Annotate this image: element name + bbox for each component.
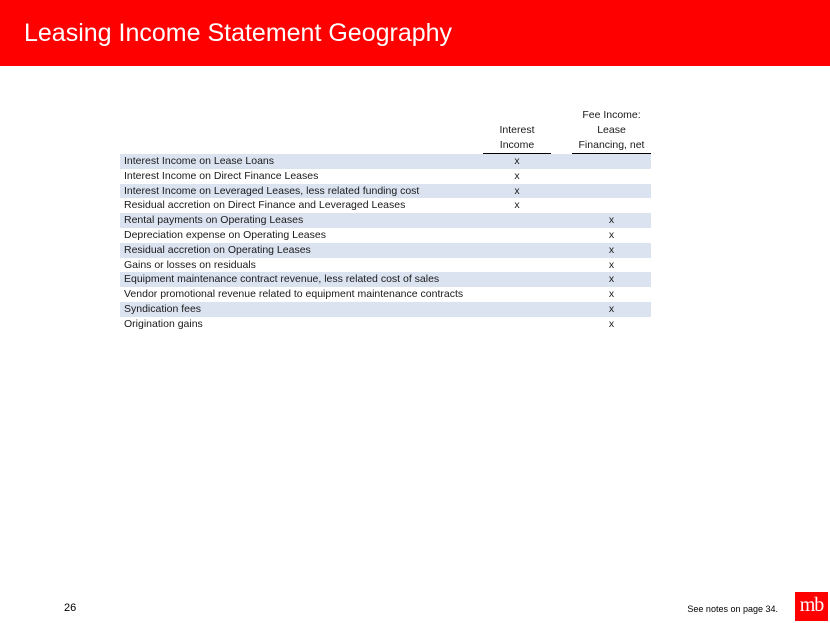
page-title: Leasing Income Statement Geography — [24, 19, 453, 47]
table-row — [120, 317, 651, 332]
table-row — [120, 228, 651, 243]
column-header-line: Income — [499, 139, 535, 151]
fee-income-mark: x — [608, 228, 615, 241]
table-row — [120, 258, 651, 273]
interest-income-mark: x — [514, 155, 520, 167]
column-header-fee-income — [572, 108, 651, 154]
fee-income-mark: x — [608, 258, 615, 271]
row-label: Syndication fees — [124, 302, 202, 315]
row-label: Interest Income on Direct Finance Leases — [124, 169, 319, 182]
table-row — [120, 272, 651, 287]
leasing-table — [120, 110, 651, 332]
table-body — [120, 154, 651, 332]
fee-income-mark: x — [608, 302, 615, 315]
fee-income-mark: x — [608, 214, 615, 227]
row-label: Vendor promotional revenue related to equipment maintenance contracts — [124, 288, 464, 301]
row-label: Residual accretion on Operating Leases — [124, 243, 311, 256]
interest-income-mark: x — [514, 169, 520, 182]
table-row — [120, 154, 651, 169]
row-label: Interest Income on Leveraged Leases, less related funding cost — [124, 184, 420, 197]
table-row — [120, 169, 651, 184]
column-header-line: Financing, net — [578, 139, 645, 151]
table-header — [120, 110, 651, 154]
table-row — [120, 213, 651, 228]
logo-text: mb — [799, 594, 824, 616]
table-row — [120, 287, 651, 302]
row-label: Residual accretion on Direct Finance and Leveraged Leases — [124, 199, 406, 212]
row-label: Gains or losses on residuals — [124, 258, 256, 271]
row-label: Rental payments on Operating Leases — [124, 214, 304, 227]
page-number: 26 — [64, 602, 77, 614]
column-header-line: Interest — [499, 124, 535, 136]
table-row — [120, 198, 651, 213]
fee-income-mark: x — [608, 288, 615, 301]
table-row — [120, 302, 651, 317]
table-row — [120, 184, 651, 199]
brand-logo — [795, 592, 828, 621]
fee-income-mark: x — [608, 273, 615, 286]
row-label: Depreciation expense on Operating Leases — [124, 228, 326, 241]
notes-reference: See notes on page 34. — [687, 604, 778, 614]
column-header-line: Lease — [597, 124, 626, 136]
column-header-line: Fee Income: — [582, 109, 641, 121]
interest-income-mark: x — [514, 199, 520, 212]
fee-income-mark: x — [608, 317, 615, 330]
interest-income-mark: x — [514, 184, 520, 197]
row-label: Origination gains — [124, 317, 203, 330]
row-label: Interest Income on Lease Loans — [124, 155, 275, 167]
fee-income-mark: x — [608, 243, 615, 256]
title-banner — [0, 0, 830, 66]
table-row — [120, 243, 651, 258]
column-header-interest-income — [483, 123, 551, 154]
row-label: Equipment maintenance contract revenue, less related cost of sales — [124, 273, 440, 286]
